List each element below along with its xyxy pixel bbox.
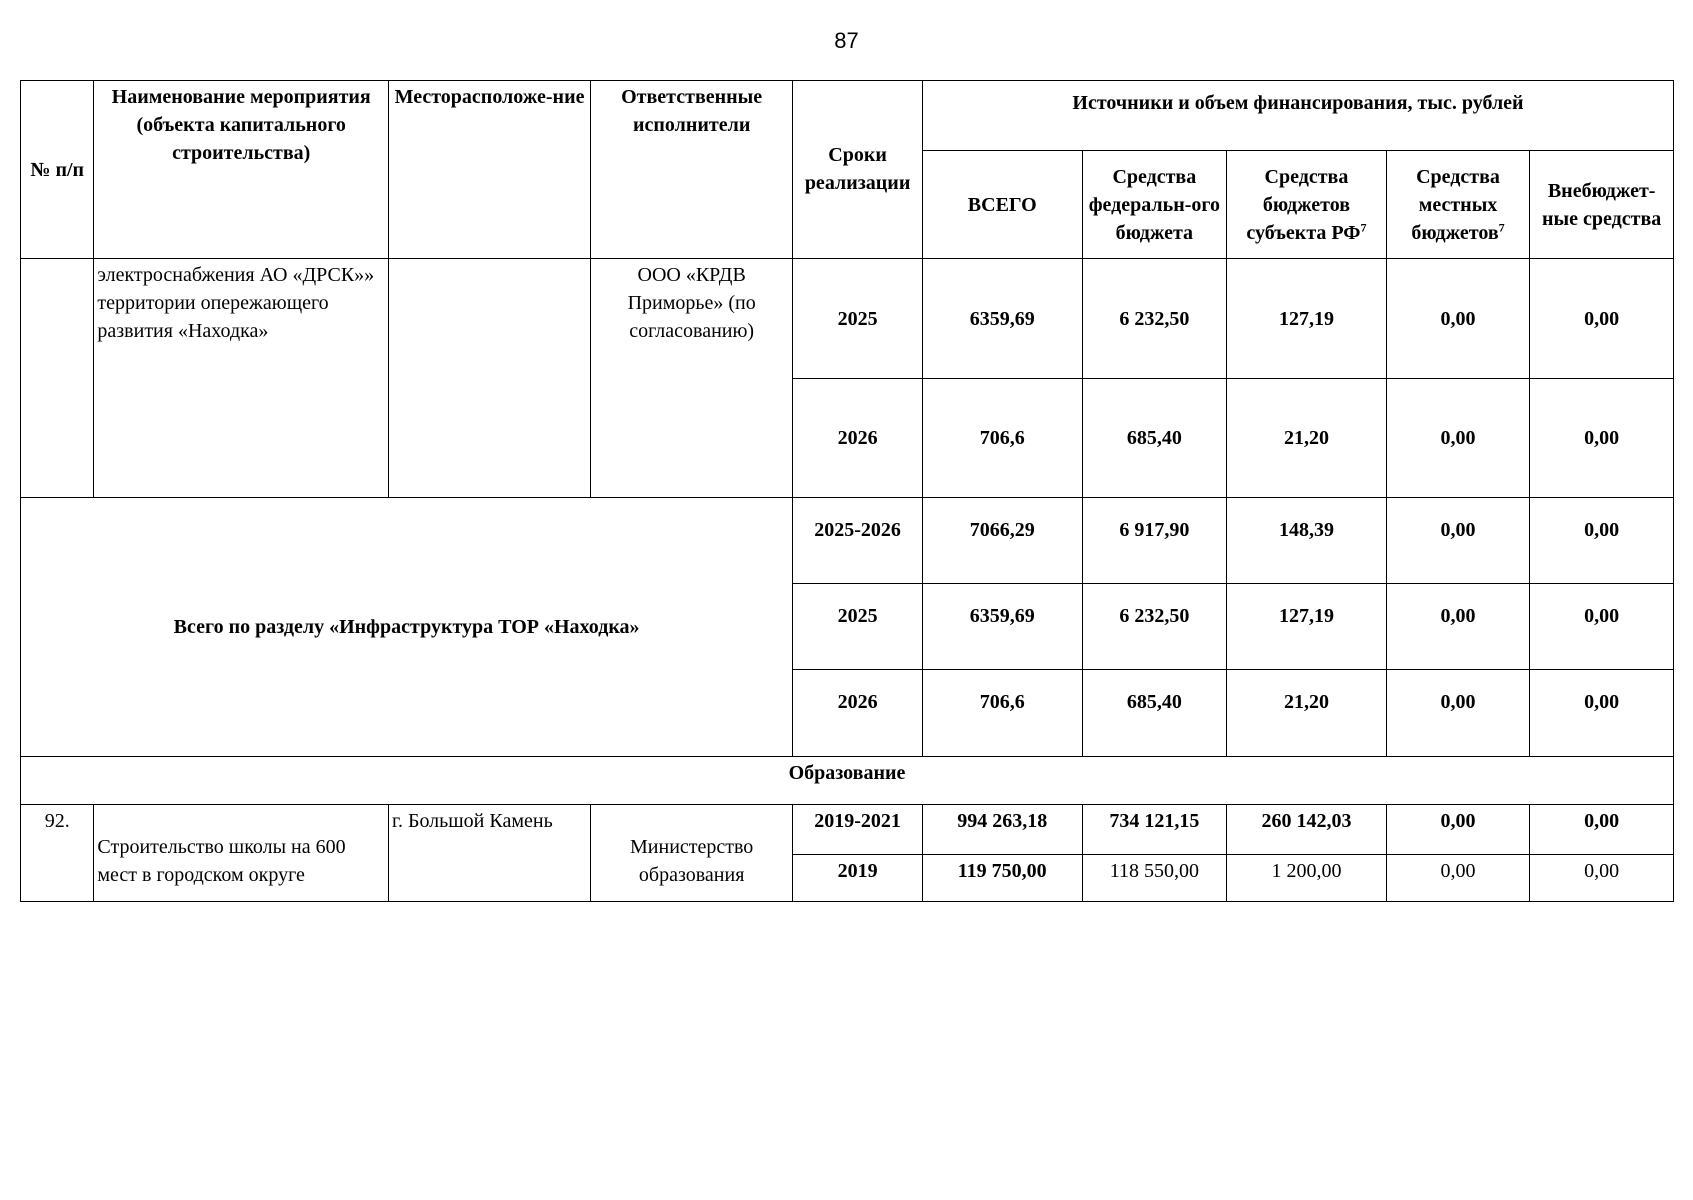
header-regional-text: Средства бюджетов субъекта РФ (1246, 165, 1361, 244)
header-local-text: Средства местных бюджетов (1411, 165, 1500, 244)
offbudget-cell: 0,00 (1530, 498, 1674, 584)
regional-cell: 148,39 (1227, 498, 1387, 584)
year-cell: 2025 (793, 584, 923, 670)
offbudget-cell: 0,00 (1530, 805, 1674, 855)
header-sources: Источники и объем финансирования, тыс. рублей (922, 81, 1673, 151)
section-header-row (21, 757, 1674, 805)
header-federal: Средства федеральн-ого бюджета (1082, 151, 1227, 259)
table-row (21, 259, 1674, 379)
year-cell: 2026 (793, 379, 923, 498)
offbudget-cell: 0,00 (1530, 379, 1674, 498)
header-total: ВСЕГО (922, 151, 1082, 259)
total-cell: 7066,29 (922, 498, 1082, 584)
regional-cell: 127,19 (1227, 259, 1387, 379)
regional-cell: 21,20 (1227, 670, 1387, 757)
federal-cell: 685,40 (1082, 670, 1227, 757)
total-cell: 706,6 (922, 379, 1082, 498)
header-local-footnote: 7 (1498, 219, 1505, 234)
header-local (1386, 151, 1530, 259)
local-cell: 0,00 (1386, 670, 1530, 757)
header-row-1 (21, 81, 1674, 151)
regional-cell: 127,19 (1227, 584, 1387, 670)
header-location: Месторасположе-ние (389, 81, 591, 259)
total-cell: 6359,69 (922, 259, 1082, 379)
local-cell: 0,00 (1386, 855, 1530, 902)
section-title-education: Образование (21, 757, 1674, 805)
local-cell: 0,00 (1386, 805, 1530, 855)
year-cell: 2019-2021 (793, 805, 923, 855)
regional-cell: 260 142,03 (1227, 805, 1387, 855)
year-cell: 2025 (793, 259, 923, 379)
local-cell: 0,00 (1386, 379, 1530, 498)
total-cell: 119 750,00 (922, 855, 1082, 902)
total-cell: 6359,69 (922, 584, 1082, 670)
header-regional-footnote: 7 (1360, 219, 1367, 234)
local-cell: 0,00 (1386, 584, 1530, 670)
local-cell: 0,00 (1386, 498, 1530, 584)
page-number: 87 (834, 28, 859, 53)
federal-cell: 6 917,90 (1082, 498, 1227, 584)
project-executor: ООО «КРДВ Приморье» (по согласованию) (591, 259, 793, 498)
regional-cell: 21,20 (1227, 379, 1387, 498)
item-name: Строительство школы на 600 мест в городском округе (94, 805, 389, 902)
item-executor: Министерство образования (591, 805, 793, 902)
table-row (21, 805, 1674, 855)
local-cell: 0,00 (1386, 259, 1530, 379)
offbudget-cell: 0,00 (1530, 259, 1674, 379)
section-total-label: Всего по разделу «Инфраструктура ТОР «Находка» (21, 498, 793, 757)
year-cell: 2026 (793, 670, 923, 757)
federal-cell: 685,40 (1082, 379, 1227, 498)
item-num: 92. (21, 805, 94, 902)
project-name: электроснабжения АО «ДРСК»» территории опережающего развития «Находка» (94, 259, 389, 498)
header-name: Наименование мероприятия (объекта капитального строительства) (94, 81, 389, 259)
year-cell: 2019 (793, 855, 923, 902)
financing-table (20, 80, 1674, 902)
project-location-cell (389, 259, 591, 498)
total-cell: 994 263,18 (922, 805, 1082, 855)
federal-cell: 6 232,50 (1082, 584, 1227, 670)
federal-cell: 6 232,50 (1082, 259, 1227, 379)
header-period: Сроки реализации (793, 81, 923, 259)
header-executors: Ответственные исполнители (591, 81, 793, 259)
offbudget-cell: 0,00 (1530, 855, 1674, 902)
total-cell: 706,6 (922, 670, 1082, 757)
federal-cell: 118 550,00 (1082, 855, 1227, 902)
header-offbudget: Внебюджет-ные средства (1530, 151, 1674, 259)
project-num-cell (21, 259, 94, 498)
offbudget-cell: 0,00 (1530, 670, 1674, 757)
header-regional (1227, 151, 1387, 259)
table-row (21, 498, 1674, 584)
year-cell: 2025-2026 (793, 498, 923, 584)
regional-cell: 1 200,00 (1227, 855, 1387, 902)
offbudget-cell: 0,00 (1530, 584, 1674, 670)
header-num: № п/п (21, 81, 94, 259)
federal-cell: 734 121,15 (1082, 805, 1227, 855)
item-location: г. Большой Камень (389, 805, 591, 902)
